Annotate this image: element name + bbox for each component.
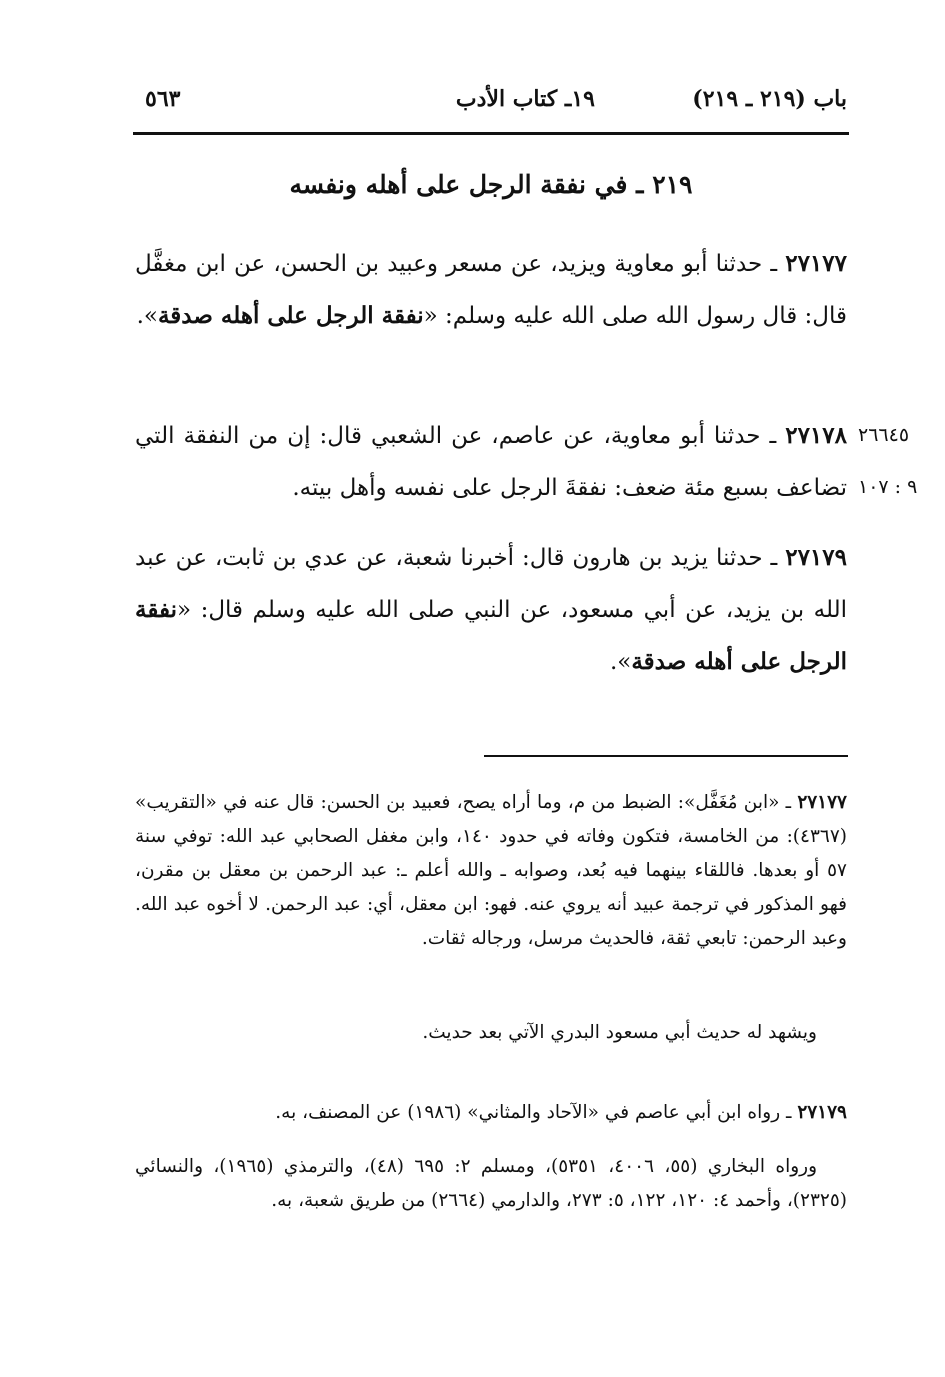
footnote-text: ـ رواه ابن أبي عاصم في «الآحاد والمثاني» (١٩٨٦) عن المصنف، به. bbox=[275, 1102, 798, 1123]
hadith-text-end: ». bbox=[609, 649, 632, 675]
hadith-text: ـ حدثنا يزيد بن هارون قال: أخبرنا شعبة، عن عدي بن ثابت، عن عبد الله بن يزيد، عن أبي مسعود، عن النبي صلى الله عليه وسلم قال: « bbox=[135, 545, 847, 623]
page-number: ٥٦٣ bbox=[145, 86, 181, 112]
hadith-text-end: ». bbox=[136, 303, 158, 329]
hadith-27179 bbox=[135, 532, 847, 688]
header-rule bbox=[133, 132, 849, 135]
hadith-emphasis: نفقة الرجل على أهله صدقة bbox=[135, 596, 847, 675]
hadith-emphasis: نفقة الرجل على أهله صدقة bbox=[157, 302, 424, 329]
hadith-27178 bbox=[135, 410, 847, 514]
margin-note: ٢٦٦٤٥ bbox=[858, 424, 910, 446]
margin-note: ٩ : ١٠٧ bbox=[858, 476, 918, 498]
footnote-27177 bbox=[135, 786, 847, 956]
hadith-text: ـ حدثنا أبو معاوية، عن عاصم، عن الشعبي قال: إن من النفقة التي تضاعف بسبع مئة ضعف: نفقةَ الرجل على نفسه وأهل بيته. bbox=[135, 423, 847, 501]
footnote-number: ٢٧١٧٩ bbox=[797, 1102, 847, 1123]
header-section: باب (٢١٩ ـ ٢١٩) bbox=[692, 86, 847, 112]
hadith-number: ٢٧١٧٧ bbox=[785, 250, 847, 277]
running-header bbox=[135, 86, 847, 122]
header-book-title: ١٩ـ كتاب الأدب bbox=[455, 86, 595, 112]
hadith-text: ـ حدثنا أبو معاوية ويزيد، عن مسعر وعبيد بن الحسن، عن ابن مغفَّل قال: قال رسول الله صلى الله عليه وسلم: « bbox=[135, 251, 847, 329]
footnote-27179 bbox=[135, 1096, 847, 1130]
footnote-text: ورواه البخاري (٥٥، ٤٠٠٦، ٥٣٥١)، ومسلم ٢: ٦٩٥ (٤٨)، والترمذي (١٩٦٥)، والنسائي (٢٣٢٥)، وأحمد ٤: ١٢٠، ١٢٢، ٥: ٢٧٣، والدارمي (٢٦٦٤) من طريق شعبة، به. bbox=[135, 1156, 847, 1211]
footnote-text: ـ «ابن مُغَفَّل»: الضبط من م، وما أراه يصح، فعبيد بن الحسن: قال عنه في «التقريب» (٤٣٦٧): من الخامسة، فتكون وفاته في حدود ١٤٠، وابن مغفل الصحابي عبد الله: توفي سنة ٥٧ أو بعدها. فاللقاء بينهما فيه بُعد، وصوابه ـ والله أعلم ـ: عبد الرحمن بن معقل بن مقرن، فهو المذكور في ترجمة عبيد أنه يروي عنه. فهو: ابن معقل، أي: عبد الرحمن. لا أخوه عبد الله. وعبد الرحمن: تابعي ثقة، فالحديث مرسل، ورجاله ثقات. bbox=[135, 792, 847, 949]
chapter-title: ٢١٩ ـ في نفقة الرجل على أهله ونفسه bbox=[289, 170, 693, 199]
hadith-27177 bbox=[135, 238, 847, 342]
footnote-number: ٢٧١٧٧ bbox=[797, 792, 847, 813]
footnote-separator bbox=[484, 755, 848, 757]
footnote-continuation bbox=[135, 1016, 847, 1050]
footnote-continuation bbox=[135, 1150, 847, 1218]
hadith-number: ٢٧١٧٩ bbox=[785, 544, 847, 571]
footnote-text: ويشهد له حديث أبي مسعود البدري الآتي بعد حديث. bbox=[422, 1022, 817, 1043]
hadith-number: ٢٧١٧٨ bbox=[785, 422, 847, 449]
